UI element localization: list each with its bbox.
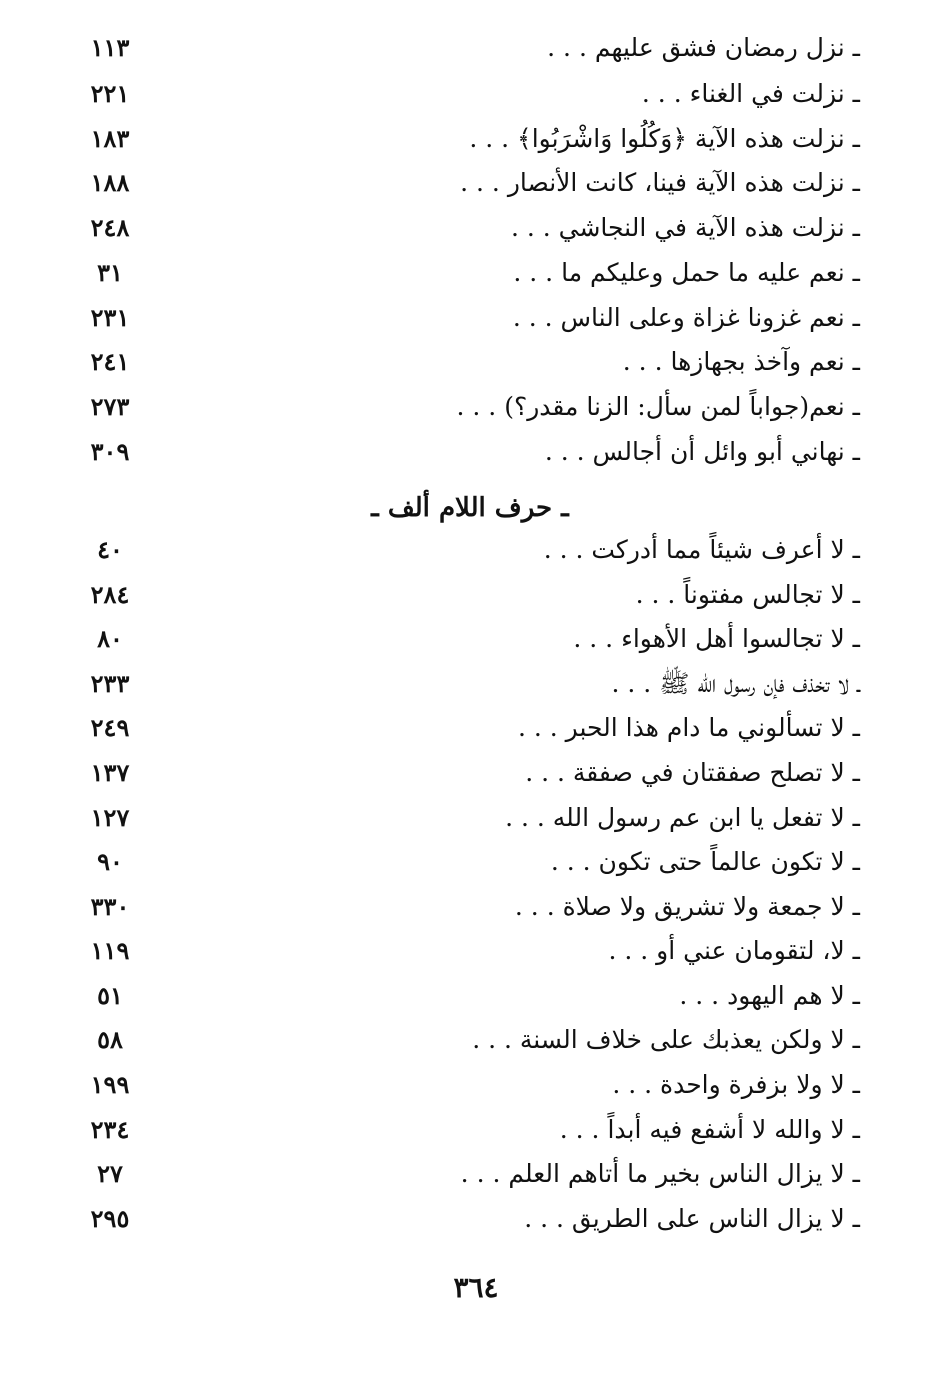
entry-text: ـ لا تخذف فإن رسول الله ﷺ . . . (611, 669, 860, 698)
entry-text: ـ لا تكون عالماً حتى تكون . . . (550, 847, 860, 876)
entry-page-number: ٣٠٩ (90, 437, 130, 466)
entry-page-number: ١٢٧ (90, 803, 130, 832)
entry-page-number: ١٣٧ (90, 758, 130, 787)
entry-page-number: ٢٧٣ (90, 392, 130, 421)
entry-page-number: ١١٩ (90, 936, 130, 965)
entry-page-number: ٢٣٤ (90, 1115, 130, 1144)
entry-page-number: ١٩٩ (90, 1070, 130, 1099)
index-entry (70, 1020, 860, 1060)
entry-text: ـ نعم(جواباً لمن سأل: الزنا مقدر؟) . . . (456, 392, 860, 421)
index-entry (70, 387, 860, 427)
entry-text: ـ لا والله لا أشفع فيه أبداً . . . (559, 1115, 860, 1144)
entry-text: ـ لا أعرف شيئاً مما أدركت . . . (543, 535, 860, 564)
entry-text: ـ نهاني أبو وائل أن أجالس . . . (544, 437, 860, 466)
entry-text: ـ لا، لتقومان عني أو . . . (608, 936, 860, 965)
entry-text: ـ لا تجالس مفتوناً . . . (635, 580, 860, 609)
index-entry (70, 1065, 860, 1105)
entry-page-number: ٣١ (97, 258, 123, 287)
entry-page-number: ٢٤٨ (90, 213, 130, 242)
entry-page-number: ٢٧ (97, 1159, 123, 1188)
page-number: ٣٦٤ (453, 1271, 499, 1304)
entry-page-number: ٢٨٤ (90, 580, 130, 609)
entry-text: ـ نزلت في الغناء . . . (641, 79, 860, 108)
entry-text: ـ نعم غزونا غزاة وعلى الناس . . . (512, 303, 860, 332)
index-entry (70, 119, 860, 159)
entry-page-number: ٣٣٠ (90, 892, 130, 921)
index-entry (70, 1154, 860, 1194)
entry-text: ـ لا يزال الناس على الطريق . . . (524, 1204, 860, 1233)
entry-page-number: ٢٩٥ (90, 1204, 130, 1233)
index-entry (70, 1199, 860, 1239)
entry-text: ـ لا جمعة ولا تشريق ولا صلاة . . . (514, 892, 860, 921)
index-entry (70, 887, 860, 927)
entry-page-number: ٢٣١ (90, 303, 130, 332)
index-entry (70, 976, 860, 1016)
index-entry (70, 28, 860, 68)
entry-text: ـ نعم وآخذ بجهازها . . . (622, 347, 860, 376)
entry-text: ـ نعم عليه ما حمل وعليكم ما . . . (513, 258, 860, 287)
index-entry (70, 208, 860, 248)
entry-page-number: ٢٣٣ (90, 669, 130, 698)
index-entry (70, 163, 860, 203)
entry-page-number: ٥٨ (97, 1025, 123, 1054)
index-entry (70, 253, 860, 293)
entry-text: ـ لا يزال الناس بخير ما أتاهم العلم . . . (460, 1159, 860, 1188)
index-entry (70, 708, 860, 748)
entry-page-number: ٨٠ (97, 624, 123, 653)
entry-text: ـ لا تجالسوا أهل الأهواء . . . (573, 624, 860, 653)
entry-text: ـ نزل رمضان فشق عليهم . . . (547, 33, 860, 62)
index-entry (70, 74, 860, 114)
entry-text: ـ لا ولكن يعذبك على خلاف السنة . . . (472, 1025, 860, 1054)
entry-page-number: ١١٣ (90, 33, 130, 62)
index-entry (70, 432, 860, 472)
entry-text: ـ لا ولا بزفرة واحدة . . . (612, 1070, 860, 1099)
entry-text: ـ لا تفعل يا ابن عم رسول الله . . . (505, 803, 860, 832)
index-entry (70, 931, 860, 971)
entry-page-number: ٢٤٩ (90, 713, 130, 742)
index-entry (70, 342, 860, 382)
entry-text: ـ نزلت هذه الآية في النجاشي . . . (510, 213, 860, 242)
entry-page-number: ١٨٨ (90, 168, 130, 197)
entry-text: ـ لا تصلح صفقتان في صفقة . . . (525, 758, 860, 787)
entry-page-number: ٥١ (97, 981, 123, 1010)
index-entry (70, 1110, 860, 1150)
entry-text: ـ نزلت هذه الآية فينا، كانت الأنصار . . . (460, 168, 860, 197)
entry-page-number: ١٨٣ (90, 124, 130, 153)
index-entry (70, 753, 860, 793)
index-entry (70, 575, 860, 615)
index-entry (70, 619, 860, 659)
entry-page-number: ٤٠ (97, 535, 123, 564)
index-entry (70, 798, 860, 838)
entry-text: ـ نزلت هذه الآية ﴿وَكُلُوا وَاشْرَبُوا﴾ . . . (469, 124, 860, 153)
index-entry (70, 842, 860, 882)
section-heading: ـ حرف اللام ألف ـ (371, 493, 569, 523)
entry-page-number: ٢٢١ (90, 79, 130, 108)
index-entry (70, 664, 860, 704)
index-entry (70, 530, 860, 570)
entry-text: ـ لا هم اليهود . . . (679, 981, 860, 1010)
entry-text: ـ لا تسألوني ما دام هذا الحبر . . . (517, 713, 860, 742)
entry-page-number: ٩٠ (97, 847, 123, 876)
entry-page-number: ٢٤١ (90, 347, 130, 376)
index-entry (70, 298, 860, 338)
